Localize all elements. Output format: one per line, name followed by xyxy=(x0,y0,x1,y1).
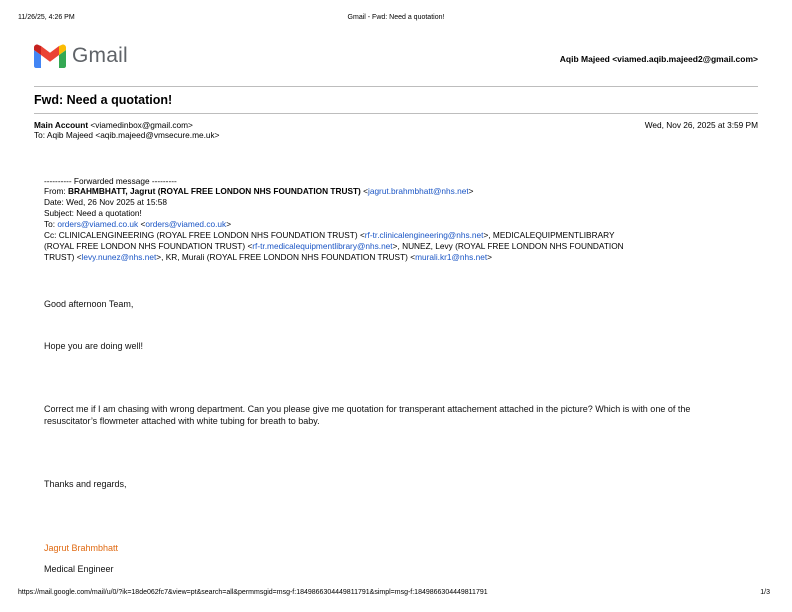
cc-1-name: CLINICALENGINEERING (ROYAL FREE LONDON NHS FOUNDATION TRUST) xyxy=(58,230,358,240)
cc-2-name-cont: (ROYAL FREE LONDON NHS FOUNDATION TRUST) xyxy=(44,241,246,251)
divider xyxy=(34,86,758,87)
print-datetime: 11/26/25, 4:26 PM xyxy=(18,14,75,21)
fwd-from-name: BRAHMBHATT, Jagrut (ROYAL FREE LONDON NHS FOUNDATION TRUST) xyxy=(67,186,361,196)
sender-name: Main Account xyxy=(34,120,89,130)
divider xyxy=(34,113,758,114)
gmail-wordmark: Gmail xyxy=(72,44,128,67)
print-page-title: Gmail - Fwd: Need a quotation! xyxy=(347,14,445,21)
fwd-to-label: To: xyxy=(44,219,58,229)
signature-title: Medical Engineer xyxy=(44,564,114,574)
cc-3-name: NUNEZ, Levy (ROYAL FREE LONDON NHS FOUNDATION xyxy=(402,241,624,251)
print-url: https://mail.google.com/mail/u/0/?ik=18de062fc7&view=pt&search=all&permmsgid=msg-f:1849866304449811791&simpl=msg-f:1849866304449811791 xyxy=(18,589,488,596)
cc-1-email-link[interactable]: rf-tr.clinicalengineering@nhs.net xyxy=(364,230,484,240)
body-greeting: Good afternoon Team, xyxy=(44,299,134,309)
cc-4-name: KR, Murali (ROYAL FREE LONDON NHS FOUNDATION TRUST) xyxy=(165,252,408,262)
body-request-line-2: resuscitator’s flowmeter attached with white tubing for breath to baby. xyxy=(44,416,320,426)
account-email: Aqib Majeed <viamed.aqib.majeed2@gmail.com> xyxy=(559,54,758,64)
fwd-cc-line-1: Cc: CLINICALENGINEERING (ROYAL FREE LONDON NHS FOUNDATION TRUST) <rf-tr.clinicalengineering@nhs.net>, MEDICALEQUIPMENTLIBRARY xyxy=(44,230,615,240)
email-subject: Fwd: Need a quotation! xyxy=(34,93,173,107)
fwd-subject-line: Subject: Need a quotation! xyxy=(44,208,142,218)
print-page-number: 1/3 xyxy=(760,589,770,596)
recipient-line: To: Aqib Majeed <aqib.majeed@vmsecure.me.uk> xyxy=(34,130,220,140)
cc-4-email-link[interactable]: murali.kr1@nhs.net xyxy=(415,252,488,262)
fwd-from-line: From: BRAHMBHATT, Jagrut (ROYAL FREE LONDON NHS FOUNDATION TRUST) <jagrut.brahmbhatt@nhs.net> xyxy=(44,186,474,196)
cc-2-email-link[interactable]: rf-tr.medicalequipmentlibrary@nhs.net xyxy=(252,241,393,251)
cc-3-name-cont: TRUST) xyxy=(44,252,75,262)
fwd-to-email-link[interactable]: orders@viamed.co.uk xyxy=(57,219,139,229)
body-closing: Thanks and regards, xyxy=(44,479,127,489)
fwd-cc-line-3: TRUST) <levy.nunez@nhs.net>, KR, Murali (ROYAL FREE LONDON NHS FOUNDATION TRUST) <murali.kr1@nhs.net> xyxy=(44,252,492,262)
fwd-from-email-link[interactable]: jagrut.brahmbhatt@nhs.net xyxy=(367,186,469,196)
body-wellness: Hope you are doing well! xyxy=(44,341,144,351)
forwarded-marker: ---------- Forwarded message --------- xyxy=(44,176,177,186)
fwd-to-email-link-2[interactable]: orders@viamed.co.uk xyxy=(145,219,227,229)
cc-2-name: MEDICALEQUIPMENTLIBRARY xyxy=(492,230,615,240)
fwd-date-line: Date: Wed, 26 Nov 2025 at 15:58 xyxy=(44,197,167,207)
fwd-from-label: From: xyxy=(44,186,68,196)
fwd-cc-line-2: (ROYAL FREE LONDON NHS FOUNDATION TRUST) <rf-tr.medicalequipmentlibrary@nhs.net>, NUNEZ, Levy (ROYAL FREE LONDON NHS FOUNDATION xyxy=(44,241,624,251)
fwd-cc-label: Cc: xyxy=(44,230,59,240)
fwd-to-line: To: orders@viamed.co.uk <orders@viamed.co.uk> xyxy=(44,219,232,229)
body-request-line-1: Correct me if I am chasing with wrong department. Can you please give me quotation for transperant attachement attached in the picture? Which is with one of the xyxy=(44,404,691,414)
gmail-envelope-icon xyxy=(34,44,66,68)
cc-3-email-link[interactable]: levy.nunez@nhs.net xyxy=(81,252,157,262)
sender-email: <viamedinbox@gmail.com> xyxy=(90,120,193,130)
message-date: Wed, Nov 26, 2025 at 3:59 PM xyxy=(644,120,758,130)
sender-line xyxy=(34,120,193,130)
signature-name: Jagrut Brahmbhatt xyxy=(44,543,119,553)
